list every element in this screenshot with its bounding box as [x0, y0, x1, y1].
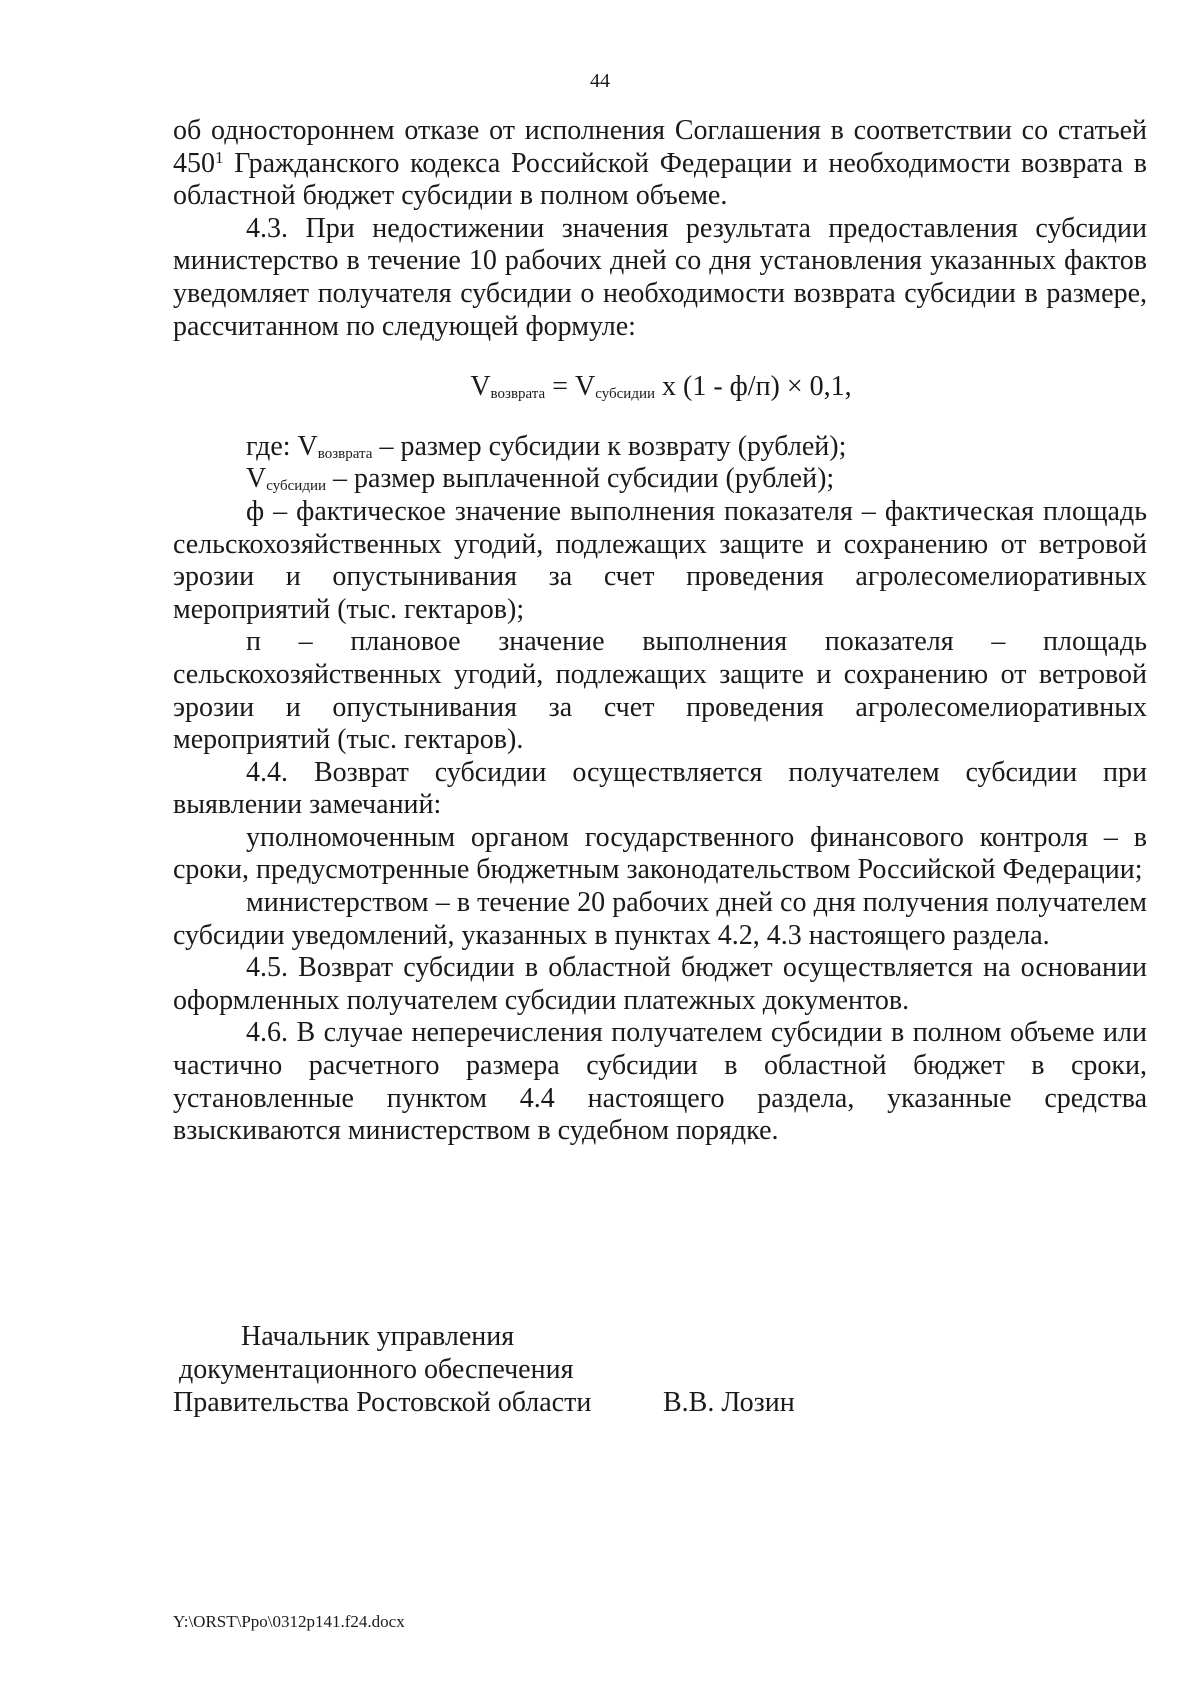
definition-paid: [173, 463, 1147, 496]
paragraph-4-6: 4.6. В случае неперечисления получателем субсидии в полном объеме или частично расчетного размера субсидии в областной бюджет в сроки, установленные пунктом 4.4 настоящего раздела, указанные средства взыскиваются министерством в судебном порядке.: [173, 1017, 1147, 1147]
formula-lhs-subscript: возврата: [490, 386, 546, 403]
def1-subscript: возврата: [317, 445, 373, 462]
refund-formula: [173, 371, 1147, 404]
formula-v-rhs: V: [575, 371, 596, 403]
def2-v: V: [246, 463, 267, 495]
paragraph-4-5: 4.5. Возврат субсидии в областной бюджет осуществляется на основании оформленных получателем субсидии платежных документов.: [173, 952, 1147, 1016]
signatory-name: В.В. Лозин: [663, 1387, 795, 1418]
paragraph-refusal-end: Гражданского кодекса Российской Федерации и необходимости возврата в областной бюджет субсидии в полном объеме.: [173, 147, 1147, 212]
paragraph-4-4: 4.4. Возврат субсидии осуществляется получателем субсидии при выявлении замечаний:: [173, 756, 1147, 821]
def2-subscript: субсидии: [266, 478, 326, 495]
def1-text: – размер субсидии к возврату (рублей);: [372, 430, 847, 462]
paragraph-4-4-ministry: министерством – в течение 20 рабочих дней со дня получения получателем субсидии уведомлений, указанных в пунктах 4.2, 4.3 настоящего раздела.: [173, 887, 1147, 951]
paragraph-refusal: [173, 115, 1147, 213]
article-superscript: 1: [215, 147, 224, 167]
page-number: 44: [590, 70, 610, 92]
file-path-footer: Y:\ORST\Ppo\0312p141.f24.docx: [173, 1612, 405, 1631]
formula-rest: х (1 - ф/п) × 0,1,: [655, 371, 852, 403]
where-prefix: где:: [246, 430, 298, 462]
signature-title-line-2: документационного обеспечения: [179, 1354, 574, 1385]
definition-actual: ф – фактическое значение выполнения показателя – фактическая площадь сельскохозяйственных угодий, подлежащих защите и сохранению от ветровой эрозии и опустынивания за счет проведения агролесомелиоративных мероприятий (тыс. гектаров);: [173, 495, 1147, 625]
signature-block: [173, 1320, 873, 1419]
definition-planned: п – плановое значение выполнения показателя – площадь сельскохозяйственных угодий, подлежащих защите и сохранению от ветровой эрозии и опустынивания за счет проведения агролесомелиоративных мероприятий (тыс. гектаров).: [173, 626, 1147, 756]
paragraph-refusal-text: об одностороннем отказе от исполнения Соглашения в соответствии со статьей 450: [173, 115, 1147, 179]
formula-rhs-subscript: субсидии: [595, 386, 655, 403]
formula-v-lhs: V: [470, 371, 491, 403]
definition-refund: [173, 431, 1147, 464]
formula-equals: =: [545, 371, 575, 403]
paragraph-4-3: 4.3. При недостижении значения результата предоставления субсидии министерство в течение 10 рабочих дней со дня установления указанных фактов уведомляет получателя субсидии о необходимости возврата субсидии в размере, рассчитанном по следующей формуле:: [173, 212, 1147, 342]
def1-v: V: [297, 430, 318, 462]
paragraph-4-4-control-body: уполномоченным органом государственного финансового контроля – в сроки, предусмотренные бюджетным законодательством Российской Федерации;: [173, 821, 1147, 886]
signature-title-line-1: Начальник управления: [241, 1321, 515, 1352]
document-body: [173, 115, 1147, 1148]
def2-text: – размер выплаченной субсидии (рублей);: [326, 463, 835, 495]
signature-title-line-3: Правительства Ростовской области: [173, 1387, 592, 1418]
